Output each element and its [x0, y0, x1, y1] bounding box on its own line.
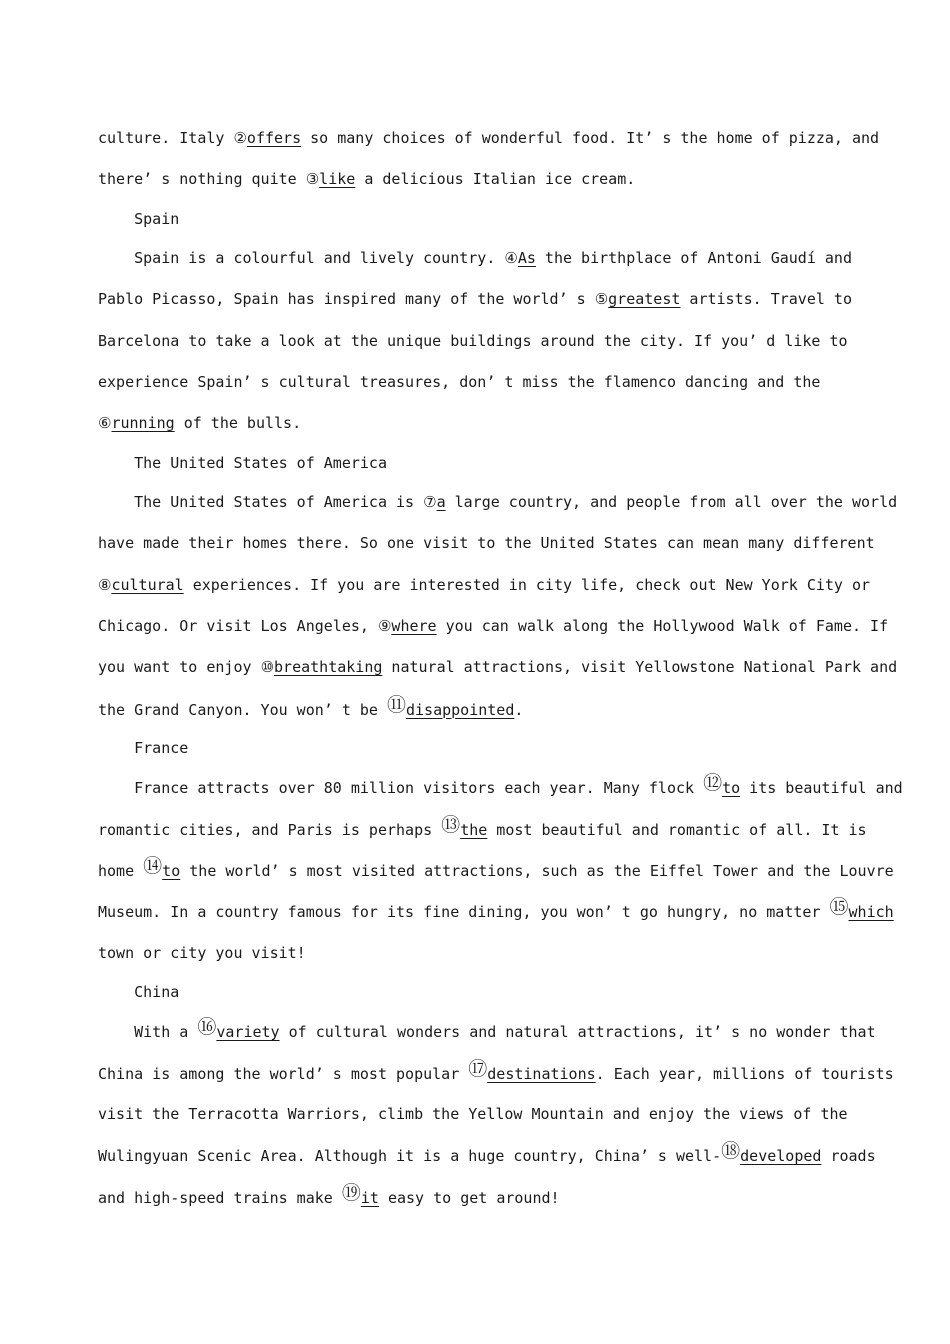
blank-number: ⑬ [441, 813, 461, 836]
answer-word: to [722, 779, 741, 798]
answer-word: developed [740, 1147, 822, 1166]
section-heading [98, 445, 858, 483]
text-run: easy to get around! [378, 1188, 560, 1207]
text-run: artists. Travel to [680, 290, 852, 309]
text-run: roads [821, 1147, 876, 1166]
answer-word: like [319, 170, 356, 189]
blank-number: ⑰ [468, 1057, 488, 1080]
answer-word: the [460, 820, 488, 839]
text-run: . [514, 700, 524, 719]
text-line [98, 118, 880, 159]
answer-word: variety [216, 1023, 280, 1042]
text-run: there’ s nothing quite [98, 170, 306, 189]
answer-word: offers [246, 129, 302, 147]
text-run: its beautiful and [740, 779, 903, 798]
text-run: the birthplace of Antoni Gaudí and [535, 249, 852, 268]
blank-number: ⑧ [98, 575, 112, 594]
text-run: China is among the world’ s most popular [98, 1064, 469, 1083]
section-heading [98, 974, 858, 1012]
text-line [98, 647, 898, 688]
blank-number: ⑪ [386, 693, 406, 716]
text-run: culture. Italy [98, 129, 234, 147]
text-run: Museum. In a country famous for its fine dining, you won’ t go hungry, no matter [98, 903, 830, 922]
text-run: Pablo Picasso, Spain has inspired many of the world’ s [98, 290, 595, 309]
text-run: With a [98, 1023, 198, 1042]
answer-word: to [162, 861, 181, 880]
blank-number: ⑭ [143, 854, 163, 877]
text-run: France attracts over 80 million visitors each year. Many flock [98, 779, 704, 798]
text-run: town or city you visit! [98, 943, 306, 962]
text-run: so many choices of wonderful food. It’ s the home of pizza, and [301, 129, 880, 147]
blank-number: ⑫ [703, 772, 723, 795]
text-run: Spain is a colourful and lively country. [98, 249, 505, 268]
text-line [98, 1053, 894, 1094]
section-heading [98, 730, 858, 768]
text-line [98, 689, 858, 730]
text-run: Chicago. Or visit Los Angeles, [98, 616, 378, 635]
text-run: China [98, 982, 180, 1001]
text-line [98, 238, 858, 279]
text-line [98, 933, 858, 974]
text-run: The United States of America [98, 453, 387, 472]
answer-word: cultural [111, 575, 184, 594]
text-run: Spain [98, 209, 180, 228]
text-run: most beautiful and romantic of all. It is [487, 820, 867, 839]
text-run: large country, and people from all over the world [445, 493, 898, 512]
text-line [98, 362, 858, 403]
blank-number: ② [233, 129, 247, 147]
text-line [98, 565, 871, 606]
text-line [98, 809, 867, 850]
text-run: The United States of America is [98, 493, 424, 512]
text-line [98, 321, 858, 362]
answer-word: disappointed [406, 700, 515, 719]
text-run: Barcelona to take a look at the unique buildings around the city. If you’ d like to [98, 331, 848, 350]
text-run: natural attractions, visit Yellowstone National Park and [382, 658, 898, 677]
blank-number: ⑦ [423, 493, 437, 512]
answer-word: destinations [487, 1064, 596, 1083]
blank-number: ⑮ [829, 896, 849, 919]
answer-word: running [111, 414, 175, 433]
text-run: you want to enjoy [98, 658, 261, 677]
text-line [98, 606, 889, 647]
text-line [98, 482, 898, 523]
text-run: of cultural wonders and natural attractions, it’ s no wonder that [279, 1023, 876, 1042]
text-run: you can walk along the Hollywood Walk of Fame. If [436, 616, 889, 635]
text-line [98, 1177, 858, 1218]
text-line [98, 1135, 876, 1176]
text-run: the world’ s most visited attractions, such as the Eiffel Tower and the Louvre [180, 861, 894, 880]
text-line [98, 523, 875, 564]
text-line [98, 891, 894, 932]
section-heading [98, 201, 858, 239]
answer-word: it [360, 1188, 379, 1207]
blank-number: ③ [305, 170, 320, 189]
text-run: Wulingyuan Scenic Area. Although it is a huge country, China’ s well- [98, 1147, 722, 1166]
text-run: experience Spain’ s cultural treasures, don’ t miss the flamenco dancing and the [98, 372, 821, 391]
text-run: visit the Terracotta Warriors, climb the Yellow Mountain and enjoy the views of the [98, 1104, 848, 1123]
text-run: the Grand Canyon. You won’ t be [98, 700, 387, 719]
answer-word: which [848, 903, 894, 922]
text-run: France [98, 738, 189, 757]
text-line [98, 1094, 858, 1135]
blank-number: ⑯ [197, 1016, 217, 1039]
text-run: a delicious Italian ice cream. [355, 170, 636, 189]
blank-number: ⑱ [721, 1140, 741, 1163]
answer-word: a [436, 493, 446, 512]
text-line [98, 279, 858, 320]
text-run: . Each year, millions of tourists [595, 1064, 894, 1083]
text-line [98, 767, 903, 808]
answer-word: breathtaking [274, 658, 383, 677]
text-run: romantic cities, and Paris is perhaps [98, 820, 442, 839]
blank-number: ⑲ [341, 1181, 361, 1204]
blank-number: ⑥ [98, 414, 112, 433]
answer-word: where [391, 616, 437, 635]
text-run: experiences. If you are interested in city life, check out New York City or [183, 575, 871, 594]
text-run: have made their homes there. So one visit to the United States can mean many different [98, 534, 875, 553]
text-line [98, 159, 858, 200]
text-line [98, 403, 858, 444]
answer-word: As [517, 249, 536, 268]
blank-number: ⑩ [260, 658, 275, 677]
text-run: home [98, 861, 144, 880]
blank-number: ⑨ [377, 616, 392, 635]
blank-number: ⑤ [594, 290, 609, 309]
blank-number: ④ [504, 249, 518, 268]
text-run: and high-speed trains make [98, 1188, 342, 1207]
document-body [98, 118, 903, 1218]
text-line [98, 850, 894, 891]
text-run: of the bulls. [174, 414, 302, 433]
text-line [98, 1011, 876, 1052]
answer-word: greatest [608, 290, 681, 309]
